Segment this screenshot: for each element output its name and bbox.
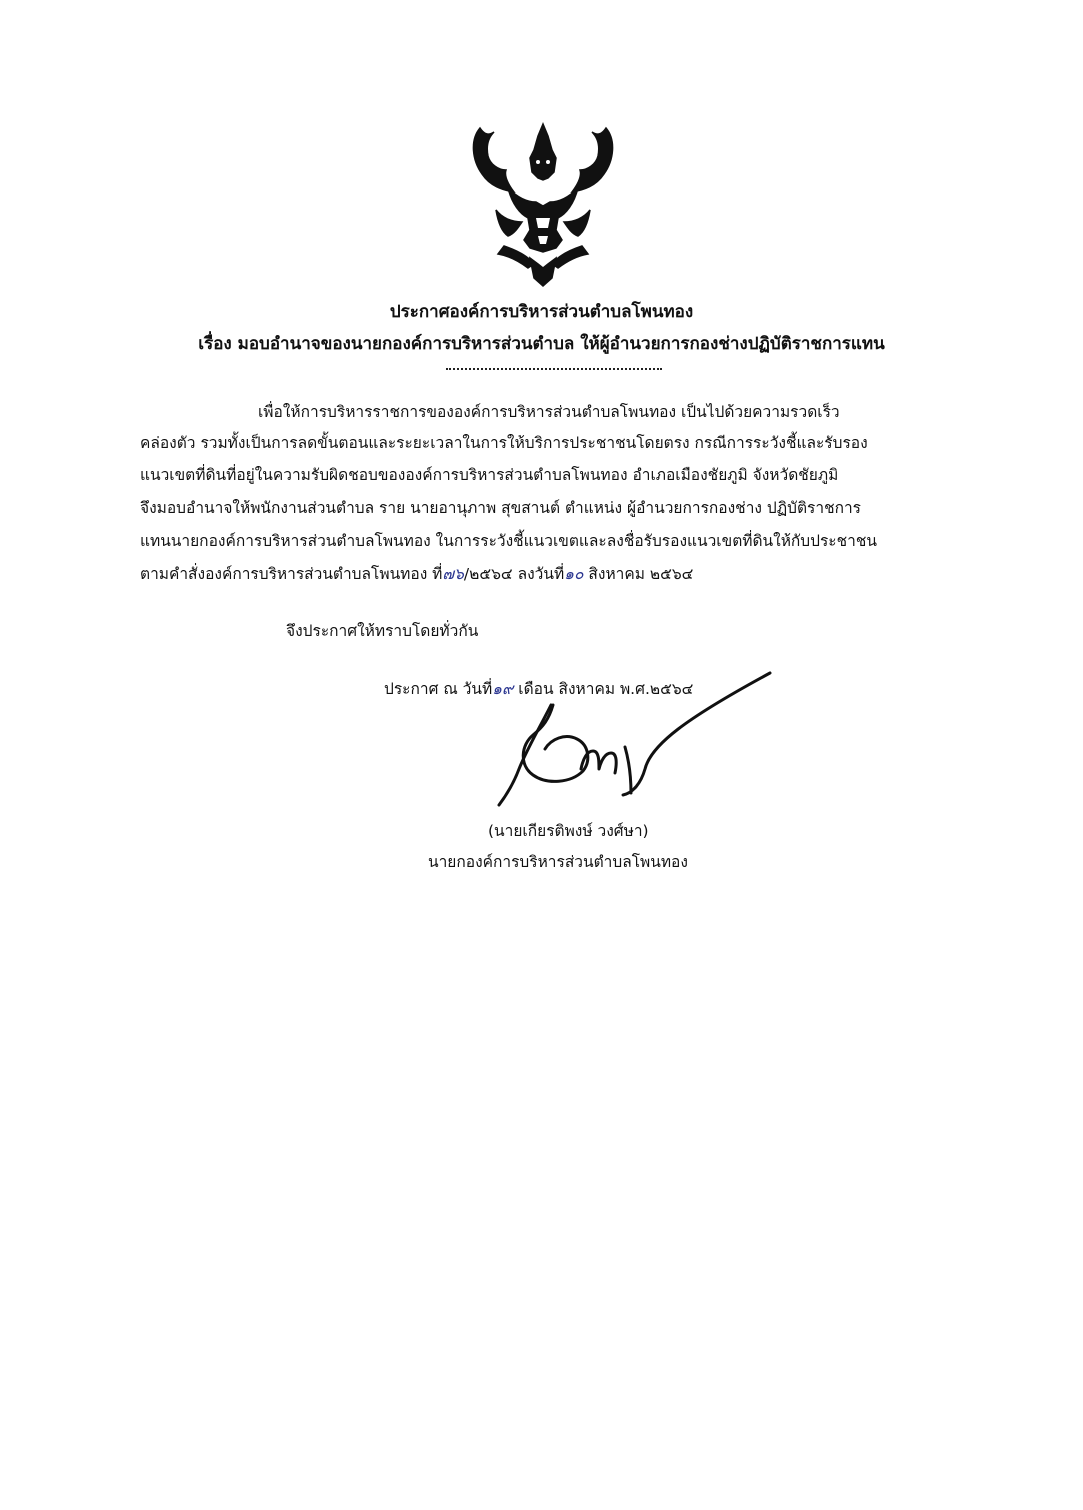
order-reference-line xyxy=(140,563,693,585)
order-line-year: /๒๕๖๔ ลงวันที่ xyxy=(463,565,565,583)
closing-statement: จึงประกาศให้ทราบโดยทั่วกัน xyxy=(286,622,479,640)
body-line-1: เพื่อให้การบริหารราชการขององค์การบริหารส่วนตำบลโพนทอง เป็นไปด้วยความรวดเร็ว xyxy=(258,403,840,421)
date-prefix: ประกาศ ณ วันที่ xyxy=(384,680,493,698)
order-line-prefix: ตามคำสั่งองค์การบริหารส่วนตำบลโพนทอง ที่ xyxy=(140,565,443,583)
order-day-handwritten: ๑๐ xyxy=(564,565,584,583)
body-line-3: แนวเขตที่ดินที่อยู่ในความรับผิดชอบขององค์การบริหารส่วนตำบลโพนทอง อำเภอเมืองชัยภูมิ จังหวัดชัยภูมิ xyxy=(140,466,839,484)
dotted-divider xyxy=(446,368,662,370)
body-line-2: คล่องตัว รวมทั้งเป็นการลดขั้นตอนและระยะเวลาในการให้บริการประชาชนโดยตรง กรณีการระวังชี้และรับรอง xyxy=(140,434,868,452)
date-day-handwritten: ๑๙ xyxy=(492,680,514,698)
date-suffix: เดือน สิงหาคม พ.ศ.๒๕๖๔ xyxy=(513,680,694,698)
signatory-name: (นายเกียรติพงษ์ วงศ์ษา) xyxy=(488,822,649,840)
handwritten-signature xyxy=(495,665,775,815)
signatory-position: นายกองค์การบริหารส่วนตำบลโพนทอง xyxy=(428,853,688,871)
body-line-4: จึงมอบอำนาจให้พนักงานส่วนตำบล ราย นายอานุภาพ สุขสานต์ ตำแหน่ง ผู้อำนวยการกองช่าง ปฏิบัติราชการ xyxy=(140,499,862,517)
announcement-subject: เรื่อง มอบอำนาจของนายกองค์การบริหารส่วนตำบล ให้ผู้อำนวยการกองช่างปฏิบัติราชการแทน xyxy=(198,334,885,354)
order-line-suffix: สิงหาคม ๒๕๖๔ xyxy=(583,565,694,583)
announcement-title: ประกาศองค์การบริหารส่วนตำบลโพนทอง xyxy=(389,302,694,322)
garuda-emblem-icon xyxy=(468,118,618,290)
order-number-handwritten: ๗๖ xyxy=(442,565,464,583)
body-line-5: แทนนายกองค์การบริหารส่วนตำบลโพนทอง ในการระวังชี้แนวเขตและลงชื่อรับรองแนวเขตที่ดินให้กับประชาชน xyxy=(140,532,877,550)
